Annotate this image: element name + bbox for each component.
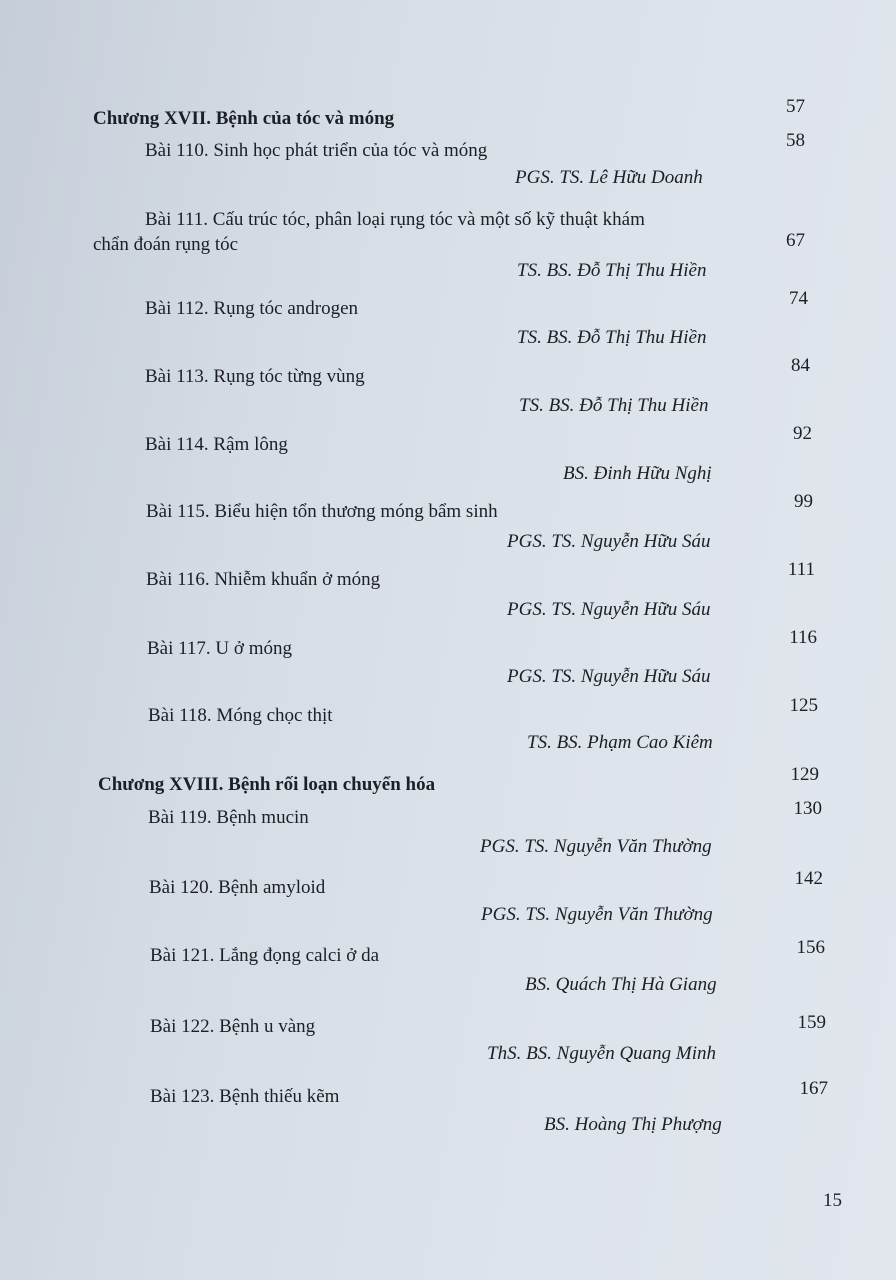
lesson-title: Bài 114. Rậm lông bbox=[145, 434, 288, 455]
lesson-page-number: 74 bbox=[789, 288, 808, 309]
lesson-author: TS. BS. Đỗ Thị Thu Hiền bbox=[517, 260, 707, 281]
lesson-title: Bài 123. Bệnh thiếu kẽm bbox=[150, 1086, 340, 1107]
chapter-page-number: 129 bbox=[790, 764, 819, 785]
page-number: 15 bbox=[823, 1190, 842, 1211]
lesson-author: BS. Hoàng Thị Phượng bbox=[544, 1114, 722, 1135]
lesson-page-number: 130 bbox=[793, 798, 822, 819]
lesson-page-number: 84 bbox=[791, 355, 810, 376]
lesson-author: PGS. TS. Nguyễn Hữu Sáu bbox=[507, 666, 711, 687]
lesson-author: BS. Quách Thị Hà Giang bbox=[525, 974, 717, 995]
lesson-page-number: 58 bbox=[786, 130, 805, 151]
lesson-page-number: 159 bbox=[797, 1012, 826, 1033]
lesson-title: Bài 113. Rụng tóc từng vùng bbox=[145, 366, 365, 387]
lesson-page-number: 99 bbox=[794, 491, 813, 512]
lesson-title: Bài 115. Biểu hiện tổn thương móng bẩm sinh bbox=[146, 501, 498, 522]
lesson-title-line-2: chẩn đoán rụng tóc bbox=[93, 234, 239, 255]
lesson-author: ThS. BS. Nguyễn Quang Minh bbox=[487, 1043, 717, 1064]
lesson-page-number: 111 bbox=[787, 559, 815, 580]
lesson-title: Bài 117. U ở móng bbox=[147, 638, 292, 659]
lesson-author: PGS. TS. Nguyễn Văn Thường bbox=[480, 836, 712, 857]
lesson-title: Bài 120. Bệnh amyloid bbox=[149, 877, 326, 898]
lesson-title-line-1: Bài 111. Cấu trúc tóc, phân loại rụng tóc và một số kỹ thuật khám bbox=[145, 209, 645, 230]
lesson-title: Bài 119. Bệnh mucin bbox=[148, 807, 309, 828]
lesson-author: TS. BS. Đỗ Thị Thu Hiền bbox=[519, 395, 709, 416]
lesson-author: TS. BS. Đỗ Thị Thu Hiền bbox=[517, 327, 707, 348]
lesson-title: Bài 112. Rụng tóc androgen bbox=[145, 298, 359, 319]
chapter-title: Chương XVII. Bệnh của tóc và móng bbox=[93, 108, 395, 129]
lesson-author: PGS. TS. Nguyễn Hữu Sáu bbox=[507, 531, 711, 552]
lesson-page-number: 116 bbox=[789, 627, 817, 648]
lesson-title: Bài 122. Bệnh u vàng bbox=[150, 1016, 316, 1037]
lesson-page-number: 92 bbox=[793, 423, 812, 444]
lesson-author: BS. Đinh Hữu Nghị bbox=[563, 463, 712, 484]
lesson-page-number: 156 bbox=[796, 937, 825, 958]
lesson-author: PGS. TS. Nguyễn Hữu Sáu bbox=[507, 599, 711, 620]
lesson-title: Bài 118. Móng chọc thịt bbox=[148, 705, 333, 726]
chapter-title: Chương XVIII. Bệnh rối loạn chuyển hóa bbox=[98, 774, 436, 795]
lesson-page-number: 67 bbox=[786, 230, 805, 251]
lesson-title: Bài 110. Sinh học phát triển của tóc và móng bbox=[145, 140, 488, 161]
lesson-author: PGS. TS. Lê Hữu Doanh bbox=[515, 167, 703, 188]
lesson-author: PGS. TS. Nguyễn Văn Thường bbox=[481, 904, 713, 925]
lesson-title: Bài 116. Nhiễm khuẩn ở móng bbox=[146, 569, 381, 590]
lesson-author: TS. BS. Phạm Cao Kiêm bbox=[527, 732, 713, 753]
lesson-page-number: 125 bbox=[789, 695, 818, 716]
lesson-page-number: 142 bbox=[794, 868, 823, 889]
lesson-title: Bài 121. Lắng đọng calci ở da bbox=[150, 945, 380, 966]
chapter-page-number: 57 bbox=[786, 96, 805, 117]
lesson-page-number: 167 bbox=[799, 1078, 828, 1099]
